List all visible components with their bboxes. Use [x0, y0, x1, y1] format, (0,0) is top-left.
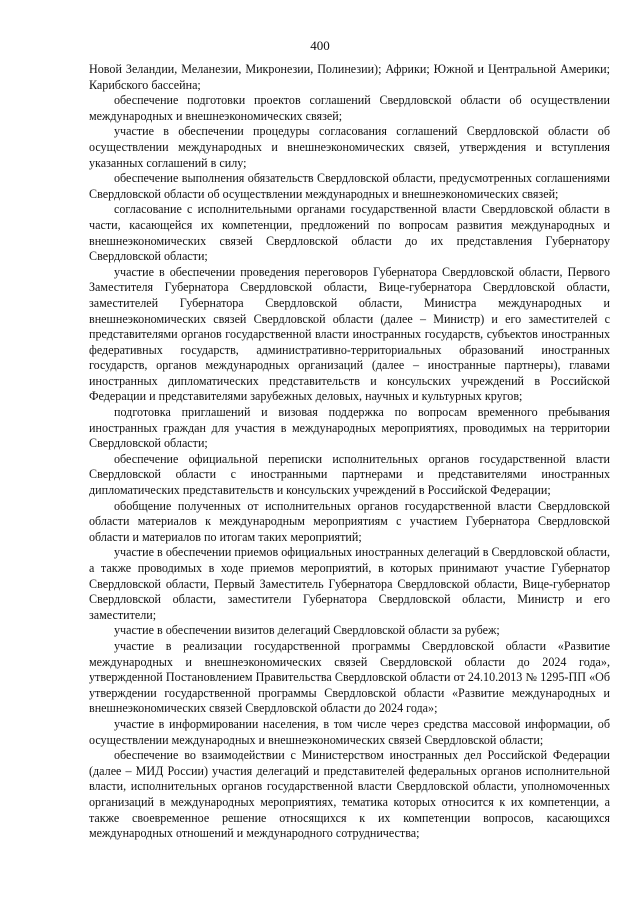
paragraph: обеспечение официальной переписки исполнительных органов государственной власти Свердловской области с иностранными партнерами и представителями иностранных дипломатических представительств и консульских учреждений в Российской Федерации;	[89, 451, 610, 498]
body-text	[89, 62, 610, 842]
paragraph: подготовка приглашений и визовая поддержка по вопросам временного пребывания иностранных граждан для участия в международных мероприятиях, проводимых на территории Свердловской области;	[89, 405, 610, 451]
paragraph: участие в обеспечении визитов делегаций Свердловской области за рубеж;	[114, 623, 500, 638]
paragraph: обеспечение во взаимодействии с Министерством иностранных дел Российской Федерации (далее – МИД России) участия делегаций и представителей федеральных органов исполнительной власти, исполнительных органов государственной власти Свердловской области, уполномоченных организаций в международных мероприятиях, тематика которых относится к их компетенции, а также своевременное решение относящихся к их компетенции вопросов, касающихся международных отношений и международного сотрудничества;	[89, 748, 610, 841]
paragraph: обеспечение подготовки проектов соглашений Свердловской области об осуществлении международных и внешнеэкономических связей;	[89, 93, 610, 123]
paragraph: участие в обеспечении процедуры согласования соглашений Свердловской области об осуществлении международных и внешнеэкономических связей, утверждения и вступления указанных соглашений в силу;	[89, 124, 610, 170]
paragraph: участие в обеспечении приемов официальных иностранных делегаций в Свердловской области, а также проводимых в ходе приемов мероприятий, в которых принимают участие Губернатор Свердловской области, Первый Заместитель Губернатора Свердловской области, Вице-губернатор Свердловской области, заместители Губернатора Свердловской области, Министр и его заместители;	[89, 545, 610, 622]
paragraph: обеспечение выполнения обязательств Свердловской области, предусмотренных соглашениями Свердловской области об осуществлении международных и внешнеэкономических связей;	[89, 171, 610, 201]
paragraph: обобщение полученных от исполнительных органов государственной власти Свердловской области материалов к международным мероприятиям с участием Губернатора Свердловской области и материалов по итогам таких мероприятий;	[89, 498, 610, 544]
paragraph: Новой Зеландии, Меланезии, Микронезии, Полинезии); Африки; Южной и Центральной Америки; Карибского бассейна;	[89, 62, 610, 92]
paragraph: согласование с исполнительными органами государственной власти Свердловской области в части, касающейся их компетенции, предложений по вопросам развития международных и внешнеэкономических связей Свердловской области до их представления Губернатору Свердловской области;	[89, 202, 610, 264]
paragraph: участие в реализации государственной программы Свердловской области «Развитие международных и внешнеэкономических связей Свердловской области до 2024 года», утвержденной Постановлением Правительства Свердловской области от 24.10.2013 № 1295-ПП «Об утверждении государственной программы Свердловской области «Развитие международных и внешнеэкономических связей Свердловской области до 2024 года»;	[89, 638, 610, 716]
paragraph: участие в информировании населения, в том числе через средства массовой информации, об осуществлении международных и внешнеэкономических связей Свердловской области;	[89, 716, 610, 747]
page-number: 400	[310, 38, 330, 53]
paragraph: участие в обеспечении проведения переговоров Губернатора Свердловской области, Первого Заместителя Губернатора Свердловской области, Вице-губернатора Свердловской области, заместителей Губернатора Свердловской области, Министра международных и внешнеэкономических связей Свердловской области (далее – Министр) и его заместителей с представителями органов государственной власти иностранных государств, субъектов иностранных федеративных государств, административно-территориальных образований иностранных государств, органов международных организаций (далее – иностранные партнеры), главами иностранных дипломатических представительств и консульских учреждений в Российской Федерации и представителями зарубежных деловых, научных и культурных кругов;	[89, 264, 610, 404]
